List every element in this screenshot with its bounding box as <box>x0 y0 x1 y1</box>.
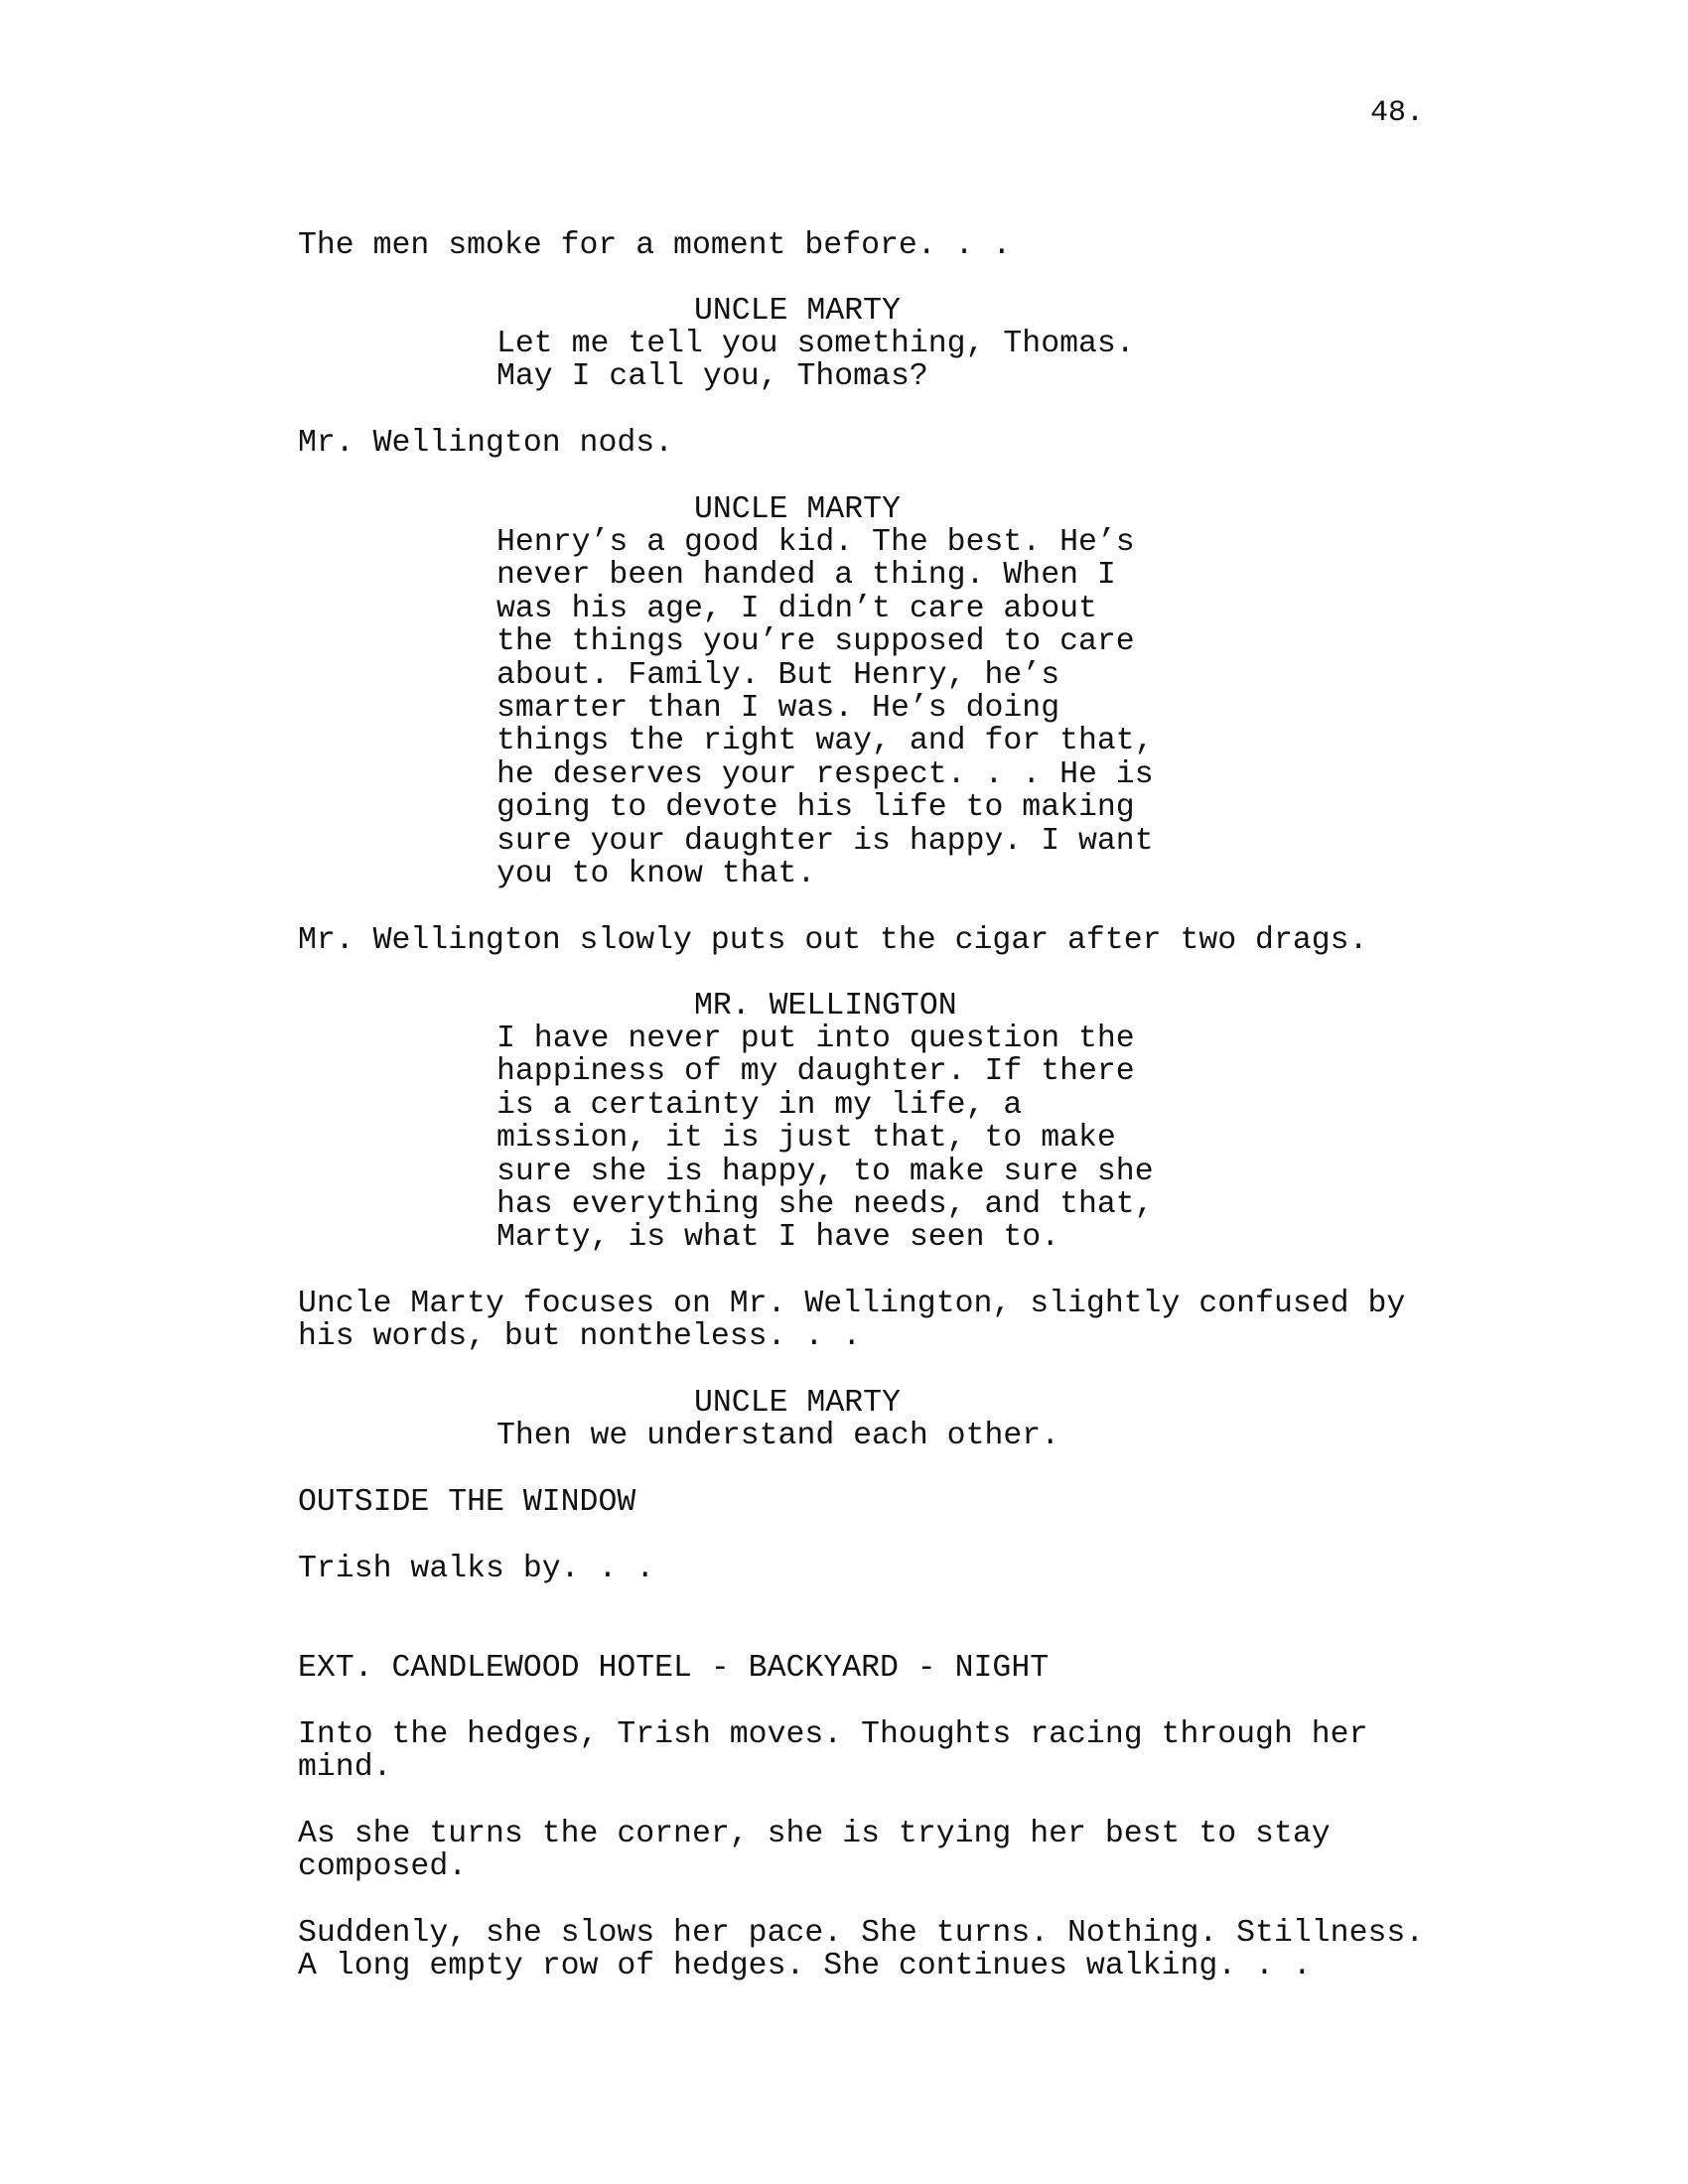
character-name: UNCLE MARTY <box>694 294 901 329</box>
action-line: OUTSIDE THE WINDOW <box>298 1485 636 1520</box>
dialogue-text: Henry’s a good kid. The best. He’s never been handed a thing. When I was his age, I didn’t care about the things you’re supposed to care about. Family. But Henry, he’s smarter than I was. He’s doing things the right way, and for that, he deserves your respect. . . He is going to devote his life to making sure your daughter is happy. I want you to know that. <box>496 525 1154 892</box>
character-name: UNCLE MARTY <box>694 1386 901 1421</box>
action-line: Trish walks by. . . <box>298 1552 655 1586</box>
character-name: MR. WELLINGTON <box>694 989 957 1024</box>
action-line: Mr. Wellington slowly puts out the cigar after two drags. <box>298 923 1368 958</box>
dialogue-text: Let me tell you something, Thomas. May I call you, Thomas? <box>496 327 1135 395</box>
action-line: As she turns the corner, she is trying her best to stay composed. <box>298 1817 1331 1885</box>
page-number: 48. <box>1370 96 1425 130</box>
dialogue-text: Then we understand each other. <box>496 1419 1060 1453</box>
action-line: The men smoke for a moment before. . . <box>298 228 1012 263</box>
action-line: Suddenly, she slows her pace. She turns. Nothing. Stillness. A long empty row of hedges. She continues walking. . . <box>298 1916 1425 1984</box>
action-line: Mr. Wellington nods. <box>298 426 674 461</box>
action-line: Into the hedges, Trish moves. Thoughts racing through her mind. <box>298 1717 1368 1786</box>
action-line: Uncle Marty focuses on Mr. Wellington, slightly confused by his words, but nontheless. . . <box>298 1287 1406 1355</box>
scene-heading: EXT. CANDLEWOOD HOTEL - BACKYARD - NIGHT <box>298 1651 1050 1686</box>
dialogue-text: I have never put into question the happiness of my daughter. If there is a certainty in my life, a mission, it is just that, to make sure she is happy, to make sure she has everything she needs, and that, Marty, is what I have seen to. <box>496 1022 1154 1256</box>
character-name: UNCLE MARTY <box>694 492 901 527</box>
